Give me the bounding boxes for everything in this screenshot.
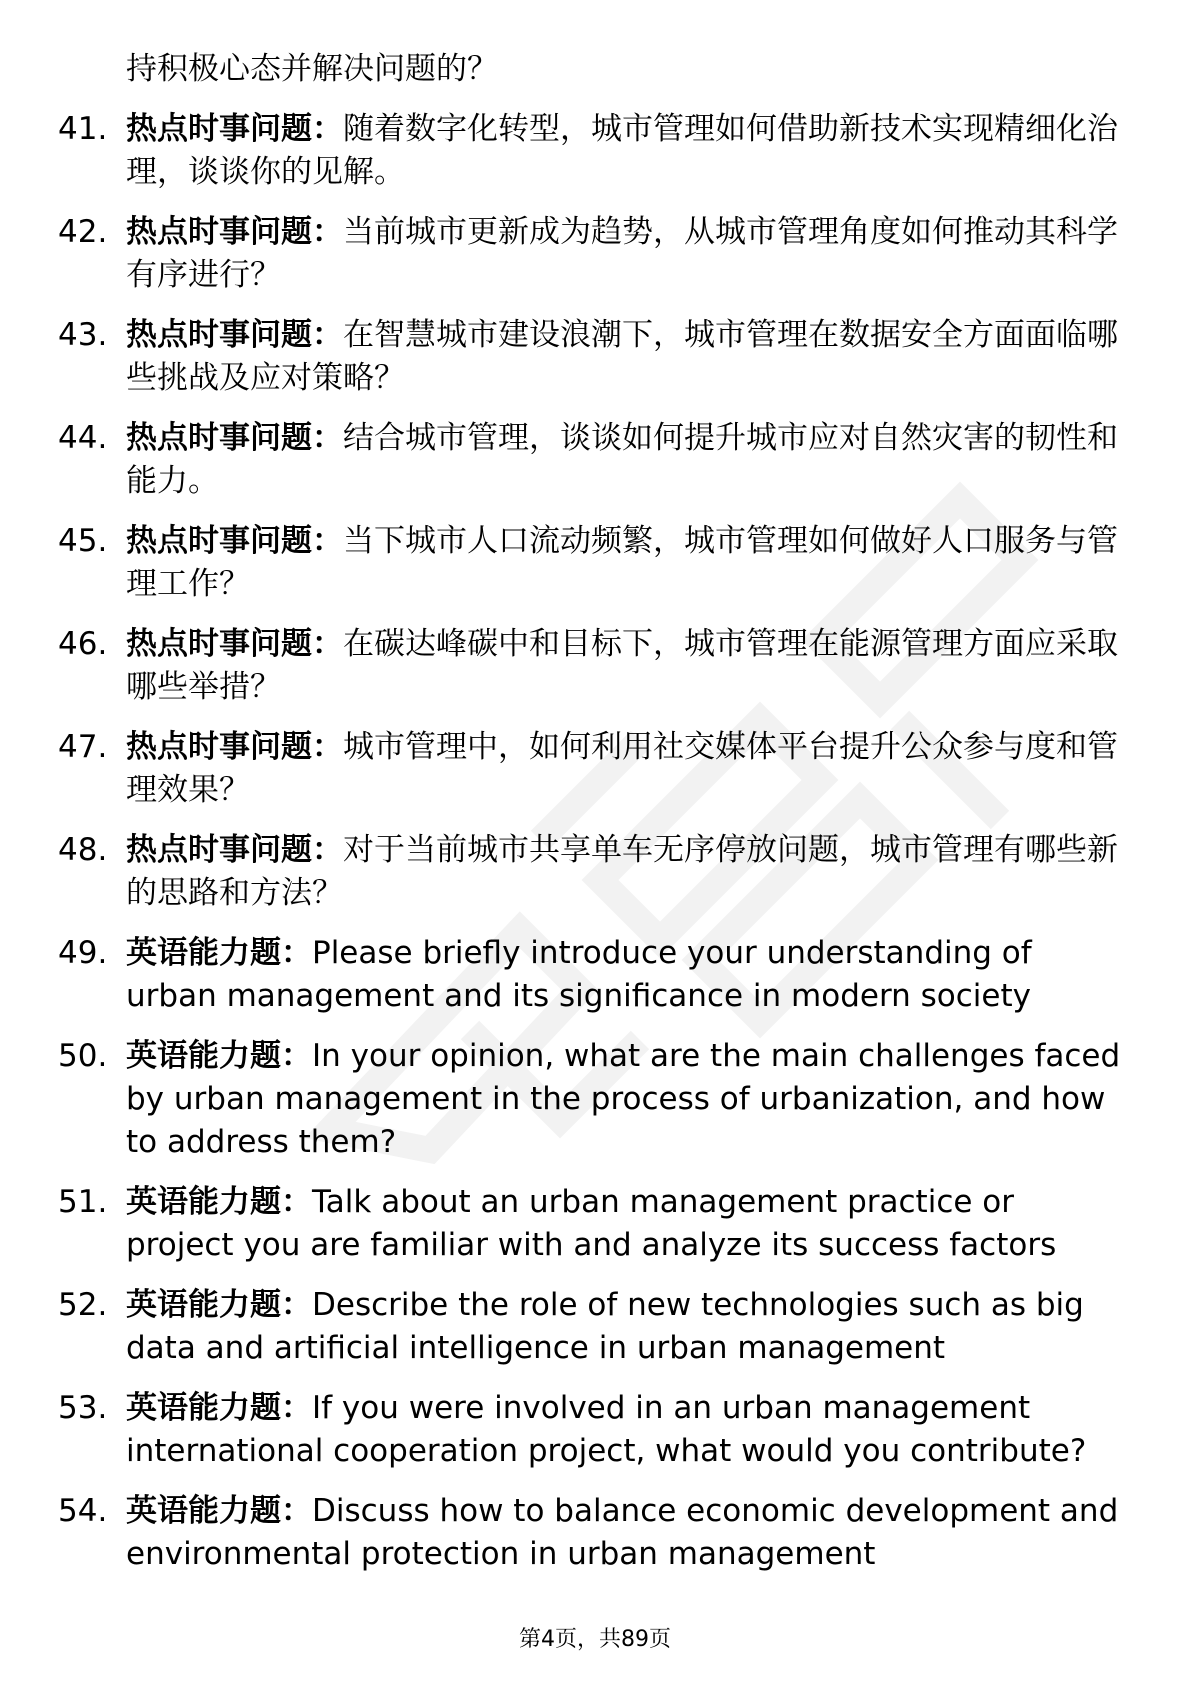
question-text: Describe the role of new technologies such as big data and artificial intelligence in urban management bbox=[126, 1287, 1084, 1366]
question-category: 热点时事问题： bbox=[126, 626, 343, 662]
page-footer: 第4页，共89页 bbox=[519, 1627, 671, 1652]
question-category: 热点时事问题： bbox=[126, 214, 343, 250]
question-text: 在碳达峰碳中和目标下，城市管理在能源管理方面应采取哪些举措？ bbox=[126, 626, 1118, 705]
question-text: Talk about an urban management practice or project you are familiar with and analyze its success factors bbox=[126, 1184, 1057, 1263]
question-number: 42. bbox=[58, 214, 108, 250]
continuation-text: 持积极心态并解决问题的？ bbox=[126, 51, 498, 87]
question-category: 英语能力题： bbox=[126, 1493, 312, 1529]
question-category: 热点时事问题： bbox=[126, 832, 343, 868]
list-item bbox=[58, 211, 1128, 297]
question-category: 英语能力题： bbox=[126, 1184, 312, 1220]
question-number: 53. bbox=[58, 1390, 108, 1426]
list-item bbox=[58, 108, 1128, 194]
question-category: 英语能力题： bbox=[126, 935, 312, 971]
question-number: 46. bbox=[58, 626, 108, 662]
list-item bbox=[58, 1490, 1128, 1576]
question-category: 热点时事问题： bbox=[126, 420, 343, 456]
question-number: 48. bbox=[58, 832, 108, 868]
question-category: 英语能力题： bbox=[126, 1038, 312, 1074]
question-category: 英语能力题： bbox=[126, 1390, 312, 1426]
question-category: 热点时事问题： bbox=[126, 111, 343, 147]
question-text: In your opinion, what are the main challenges faced by urban management in the process of urbanization, and how to address them? bbox=[126, 1038, 1121, 1160]
question-category: 热点时事问题： bbox=[126, 317, 343, 353]
list-item bbox=[58, 417, 1128, 503]
question-number: 47. bbox=[58, 729, 108, 765]
question-number: 41. bbox=[58, 111, 108, 147]
question-text: Please briefly introduce your understanding of urban management and its significance in modern society bbox=[126, 935, 1032, 1014]
list-item bbox=[58, 1181, 1128, 1267]
list-item bbox=[58, 726, 1128, 812]
question-category: 英语能力题： bbox=[126, 1287, 312, 1323]
question-number: 50. bbox=[58, 1038, 108, 1074]
question-text: 随着数字化转型，城市管理如何借助新技术实现精细化治理，谈谈你的见解。 bbox=[126, 111, 1118, 190]
question-text: 当前城市更新成为趋势，从城市管理角度如何推动其科学有序进行？ bbox=[126, 214, 1118, 293]
question-number: 51. bbox=[58, 1184, 108, 1220]
question-category: 热点时事问题： bbox=[126, 523, 343, 559]
question-text: 在智慧城市建设浪潮下，城市管理在数据安全方面面临哪些挑战及应对策略？ bbox=[126, 317, 1118, 396]
question-number: 52. bbox=[58, 1287, 108, 1323]
list-item bbox=[58, 314, 1128, 400]
list-item bbox=[58, 932, 1128, 1018]
list-item bbox=[58, 829, 1128, 915]
question-list bbox=[58, 48, 1128, 1593]
question-category: 热点时事问题： bbox=[126, 729, 343, 765]
list-item bbox=[58, 1284, 1128, 1370]
question-text: 对于当前城市共享单车无序停放问题，城市管理有哪些新的思路和方法？ bbox=[126, 832, 1118, 911]
list-item bbox=[58, 1387, 1128, 1473]
question-text: If you were involved in an urban management international cooperation project, what would you contribute? bbox=[126, 1390, 1087, 1469]
question-text: 城市管理中，如何利用社交媒体平台提升公众参与度和管理效果？ bbox=[126, 729, 1118, 808]
list-item bbox=[58, 1035, 1128, 1164]
question-number: 44. bbox=[58, 420, 108, 456]
question-text: 结合城市管理，谈谈如何提升城市应对自然灾害的韧性和能力。 bbox=[126, 420, 1118, 499]
question-number: 49. bbox=[58, 935, 108, 971]
list-item bbox=[58, 623, 1128, 709]
question-text: Discuss how to balance economic development and environmental protection in urban management bbox=[126, 1493, 1119, 1572]
question-text: 当下城市人口流动频繁，城市管理如何做好人口服务与管理工作？ bbox=[126, 523, 1118, 602]
question-number: 54. bbox=[58, 1493, 108, 1529]
question-number: 43. bbox=[58, 317, 108, 353]
question-number: 45. bbox=[58, 523, 108, 559]
list-item bbox=[58, 520, 1128, 606]
